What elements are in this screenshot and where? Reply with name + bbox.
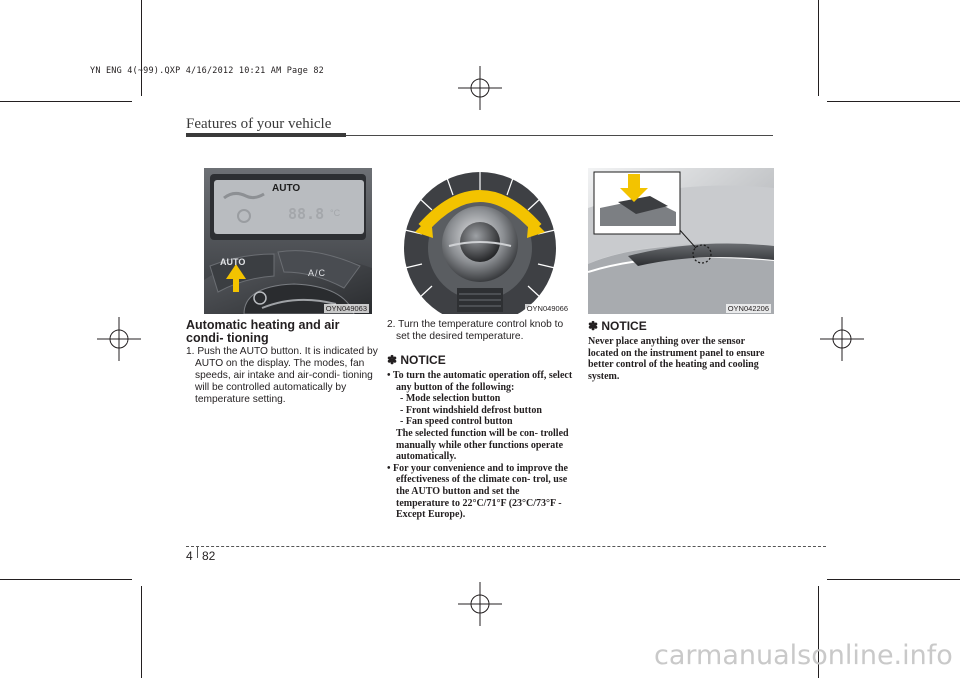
page-number: 82 [202,549,216,563]
figure-dashboard-sensor [588,168,774,314]
notice-sub-item: - Mode selection button [400,393,501,405]
lcd-unit: °C [330,208,341,218]
crop-mark [141,0,142,96]
crop-mark [0,101,132,102]
notice-sub-item: - Fan speed control button [400,416,513,428]
figure-temperature-knob [387,168,573,314]
figure-caption: OYN049066 [526,304,568,313]
figure-caption: OYN049063 [325,304,367,313]
crop-mark [141,586,142,678]
header-rule-accent [186,133,346,137]
step-1-text: 1. Push the AUTO button. It is indicated by AUTO on the display. The modes, fan speeds, air intake and air-condi- tioning will be controlled automatically by temperature setting. [186,346,378,405]
section-title: Features of your vehicle [186,116,332,132]
registration-mark-icon [458,582,502,626]
registration-mark-icon [820,317,864,361]
column-2 [387,319,575,521]
crop-mark [827,579,960,580]
crop-mark [818,0,819,96]
watermark: carmanualsonline.info [654,640,953,671]
temperature-knob-illustration [387,168,573,314]
ac-button-label: A/C [308,268,327,278]
figure-climate-panel [204,168,372,314]
crop-mark [0,579,132,580]
notice-bullet-2: • For your convenience and to improve the effectiveness of the climate con- trol, use the AUTO button and set the temperature to 22°C/71°F (23°C/73°F -Except Europe). [387,462,568,521]
registration-mark-icon [97,317,141,361]
footer-rule [186,546,826,547]
notice-bullet-1-continued: The selected function will be con- trolled manually while other functions operate automatically. [396,427,569,463]
notice-sub-item: - Front windshield defrost button [400,404,542,416]
lcd-digits: 88.8 [288,205,325,223]
notice-bullet-1: • To turn the automatic operation off, select any button of the following: [387,370,573,393]
notice-body: Never place anything over the sensor located on the instrument panel to ensure better control of the heating and cooling system. [588,336,765,382]
registration-mark-icon [458,66,502,110]
print-slug: YN ENG 4(~99).QXP 4/16/2012 10:21 AM Page 82 [90,66,324,76]
crop-mark [827,101,960,102]
dashboard-sensor-illustration [588,168,774,314]
auto-button-label: AUTO [220,257,246,267]
step-2-text: 2. Turn the temperature control knob to set the desired temperature. [387,319,564,342]
footer-divider [197,546,198,558]
section-heading: Automatic heating and air condi- tioning [186,318,340,345]
figure-caption: OYN042206 [727,304,769,313]
column-3 [588,319,776,382]
notice-heading: ✽ NOTICE [387,353,446,367]
chapter-number: 4 [186,549,193,563]
notice-heading: ✽ NOTICE [588,319,647,333]
display-auto-label: AUTO [272,183,301,194]
